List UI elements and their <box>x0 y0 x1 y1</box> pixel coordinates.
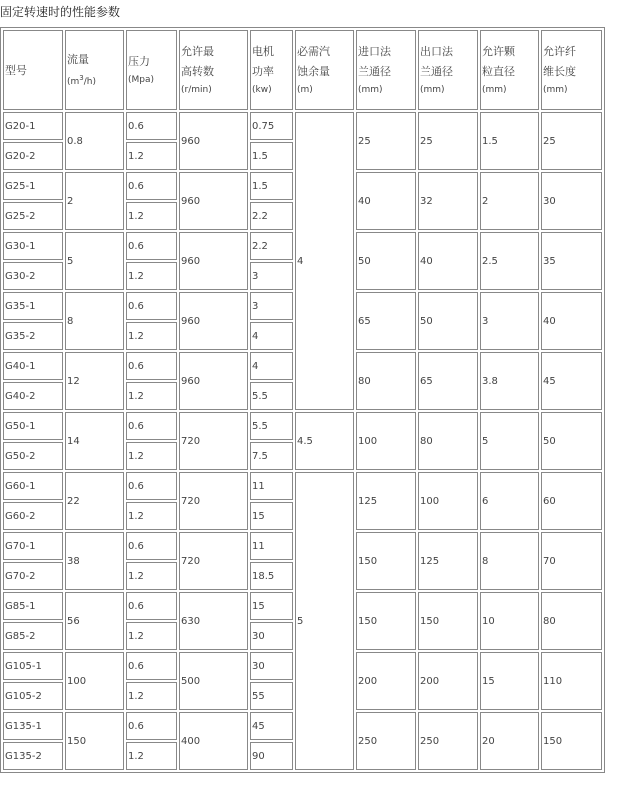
cell-model: G40-1 <box>3 352 63 380</box>
cell-outlet: 80 <box>418 412 478 470</box>
cell-outlet: 65 <box>418 352 478 410</box>
cell-pressure: 1.2 <box>126 562 177 590</box>
cell-pressure: 1.2 <box>126 682 177 710</box>
cell-pressure: 0.6 <box>126 472 177 500</box>
cell-motor-power: 55 <box>250 682 293 710</box>
cell-fiber: 25 <box>541 112 602 170</box>
cell-model: G85-2 <box>3 622 63 650</box>
cell-motor-power: 1.5 <box>250 172 293 200</box>
cell-pressure: 0.6 <box>126 532 177 560</box>
cell-motor-power: 1.5 <box>250 142 293 170</box>
cell-fiber: 45 <box>541 352 602 410</box>
cell-particle: 5 <box>480 412 539 470</box>
cell-motor-power: 5.5 <box>250 412 293 440</box>
performance-table <box>0 27 605 773</box>
cell-motor-power: 0.75 <box>250 112 293 140</box>
cell-flow: 2 <box>65 172 124 230</box>
header-inlet: 进口法 兰通径 (mm) <box>356 30 416 110</box>
cell-fiber: 50 <box>541 412 602 470</box>
cell-pressure: 0.6 <box>126 652 177 680</box>
cell-motor-power: 15 <box>250 502 293 530</box>
cell-model: G50-1 <box>3 412 63 440</box>
cell-outlet: 125 <box>418 532 478 590</box>
cell-flow: 150 <box>65 712 124 770</box>
cell-pressure: 0.6 <box>126 172 177 200</box>
cell-pressure: 1.2 <box>126 502 177 530</box>
cell-motor-power: 2.2 <box>250 232 293 260</box>
cell-motor-power: 30 <box>250 622 293 650</box>
cell-outlet: 250 <box>418 712 478 770</box>
cell-npsh: 4 <box>295 112 354 410</box>
cell-motor-power: 45 <box>250 712 293 740</box>
cell-inlet: 200 <box>356 652 416 710</box>
cell-model: G40-2 <box>3 382 63 410</box>
cell-particle: 10 <box>480 592 539 650</box>
cell-motor-power: 30 <box>250 652 293 680</box>
cell-motor-power: 18.5 <box>250 562 293 590</box>
cell-fiber: 40 <box>541 292 602 350</box>
cell-particle: 2.5 <box>480 232 539 290</box>
cell-inlet: 125 <box>356 472 416 530</box>
cell-particle: 1.5 <box>480 112 539 170</box>
cell-model: G25-1 <box>3 172 63 200</box>
cell-pressure: 1.2 <box>126 442 177 470</box>
cell-max-speed: 500 <box>179 652 248 710</box>
cell-model: G30-1 <box>3 232 63 260</box>
header-model: 型号 <box>3 30 63 110</box>
cell-motor-power: 3 <box>250 292 293 320</box>
cell-outlet: 40 <box>418 232 478 290</box>
cell-model: G70-1 <box>3 532 63 560</box>
cell-motor-power: 11 <box>250 532 293 560</box>
cell-inlet: 150 <box>356 592 416 650</box>
cell-fiber: 35 <box>541 232 602 290</box>
cell-model: G35-2 <box>3 322 63 350</box>
cell-model: G135-1 <box>3 712 63 740</box>
cell-model: G70-2 <box>3 562 63 590</box>
cell-outlet: 50 <box>418 292 478 350</box>
cell-flow: 22 <box>65 472 124 530</box>
cell-pressure: 1.2 <box>126 262 177 290</box>
cell-pressure: 0.6 <box>126 712 177 740</box>
cell-motor-power: 2.2 <box>250 202 293 230</box>
cell-max-speed: 720 <box>179 412 248 470</box>
cell-pressure: 1.2 <box>126 202 177 230</box>
cell-pressure: 0.6 <box>126 232 177 260</box>
cell-pressure: 0.6 <box>126 352 177 380</box>
cell-inlet: 25 <box>356 112 416 170</box>
cell-model: G60-1 <box>3 472 63 500</box>
cell-pressure: 1.2 <box>126 742 177 770</box>
header-max-speed: 允许最 高转数 (r/min) <box>179 30 248 110</box>
table-row <box>3 112 602 140</box>
cell-flow: 100 <box>65 652 124 710</box>
cell-motor-power: 4 <box>250 322 293 350</box>
cell-model: G20-1 <box>3 112 63 140</box>
cell-motor-power: 3 <box>250 262 293 290</box>
cell-max-speed: 960 <box>179 112 248 170</box>
cell-fiber: 30 <box>541 172 602 230</box>
cell-fiber: 150 <box>541 712 602 770</box>
cell-particle: 2 <box>480 172 539 230</box>
cell-npsh: 4.5 <box>295 412 354 470</box>
cell-max-speed: 400 <box>179 712 248 770</box>
cell-particle: 6 <box>480 472 539 530</box>
cell-motor-power: 15 <box>250 592 293 620</box>
table-row <box>3 412 602 440</box>
cell-pressure: 0.6 <box>126 412 177 440</box>
cell-model: G85-1 <box>3 592 63 620</box>
cell-pressure: 0.6 <box>126 292 177 320</box>
cell-outlet: 150 <box>418 592 478 650</box>
cell-pressure: 1.2 <box>126 622 177 650</box>
header-row <box>3 30 602 110</box>
cell-model: G25-2 <box>3 202 63 230</box>
cell-particle: 20 <box>480 712 539 770</box>
cell-outlet: 32 <box>418 172 478 230</box>
cell-flow: 8 <box>65 292 124 350</box>
cell-max-speed: 960 <box>179 172 248 230</box>
cell-outlet: 200 <box>418 652 478 710</box>
cell-particle: 3 <box>480 292 539 350</box>
cell-inlet: 65 <box>356 292 416 350</box>
cell-inlet: 150 <box>356 532 416 590</box>
cell-max-speed: 720 <box>179 532 248 590</box>
header-outlet: 出口法 兰通径 (mm) <box>418 30 478 110</box>
cell-model: G135-2 <box>3 742 63 770</box>
header-flow: 流量 $(m^3/h)$ <box>65 30 124 110</box>
cell-flow: 0.8 <box>65 112 124 170</box>
cell-max-speed: 720 <box>179 472 248 530</box>
cell-flow: 14 <box>65 412 124 470</box>
cell-model: G30-2 <box>3 262 63 290</box>
cell-flow: 12 <box>65 352 124 410</box>
cell-model: G105-1 <box>3 652 63 680</box>
cell-motor-power: 5.5 <box>250 382 293 410</box>
cell-model: G60-2 <box>3 502 63 530</box>
cell-max-speed: 960 <box>179 232 248 290</box>
cell-fiber: 70 <box>541 532 602 590</box>
header-fiber: 允许纤 维长度 (mm) <box>541 30 602 110</box>
cell-pressure: 0.6 <box>126 592 177 620</box>
cell-flow: 38 <box>65 532 124 590</box>
cell-inlet: 100 <box>356 412 416 470</box>
cell-model: G50-2 <box>3 442 63 470</box>
cell-npsh: 5 <box>295 472 354 770</box>
cell-max-speed: 960 <box>179 292 248 350</box>
cell-model: G35-1 <box>3 292 63 320</box>
header-pressure: 压力 (Mpa) <box>126 30 177 110</box>
cell-inlet: 50 <box>356 232 416 290</box>
cell-flow: 5 <box>65 232 124 290</box>
cell-fiber: 110 <box>541 652 602 710</box>
cell-pressure: 1.2 <box>126 382 177 410</box>
cell-fiber: 60 <box>541 472 602 530</box>
page-title: 固定转速时的性能参数 <box>0 5 121 19</box>
header-particle: 允许颗 粒直径 (mm) <box>480 30 539 110</box>
cell-particle: 15 <box>480 652 539 710</box>
cell-inlet: 250 <box>356 712 416 770</box>
header-motor-power: 电机 功率 (kw) <box>250 30 293 110</box>
cell-motor-power: 7.5 <box>250 442 293 470</box>
cell-inlet: 80 <box>356 352 416 410</box>
cell-outlet: 100 <box>418 472 478 530</box>
cell-pressure: 1.2 <box>126 322 177 350</box>
cell-fiber: 80 <box>541 592 602 650</box>
table-row <box>3 472 602 500</box>
cell-inlet: 40 <box>356 172 416 230</box>
cell-max-speed: 960 <box>179 352 248 410</box>
cell-motor-power: 4 <box>250 352 293 380</box>
cell-particle: 8 <box>480 532 539 590</box>
cell-max-speed: 630 <box>179 592 248 650</box>
header-npsh: 必需汽 蚀余量 (m) <box>295 30 354 110</box>
cell-outlet: 25 <box>418 112 478 170</box>
cell-model: G105-2 <box>3 682 63 710</box>
cell-pressure: 0.6 <box>126 112 177 140</box>
cell-flow: 56 <box>65 592 124 650</box>
cell-motor-power: 11 <box>250 472 293 500</box>
cell-pressure: 1.2 <box>126 142 177 170</box>
cell-particle: 3.8 <box>480 352 539 410</box>
cell-model: G20-2 <box>3 142 63 170</box>
cell-motor-power: 90 <box>250 742 293 770</box>
